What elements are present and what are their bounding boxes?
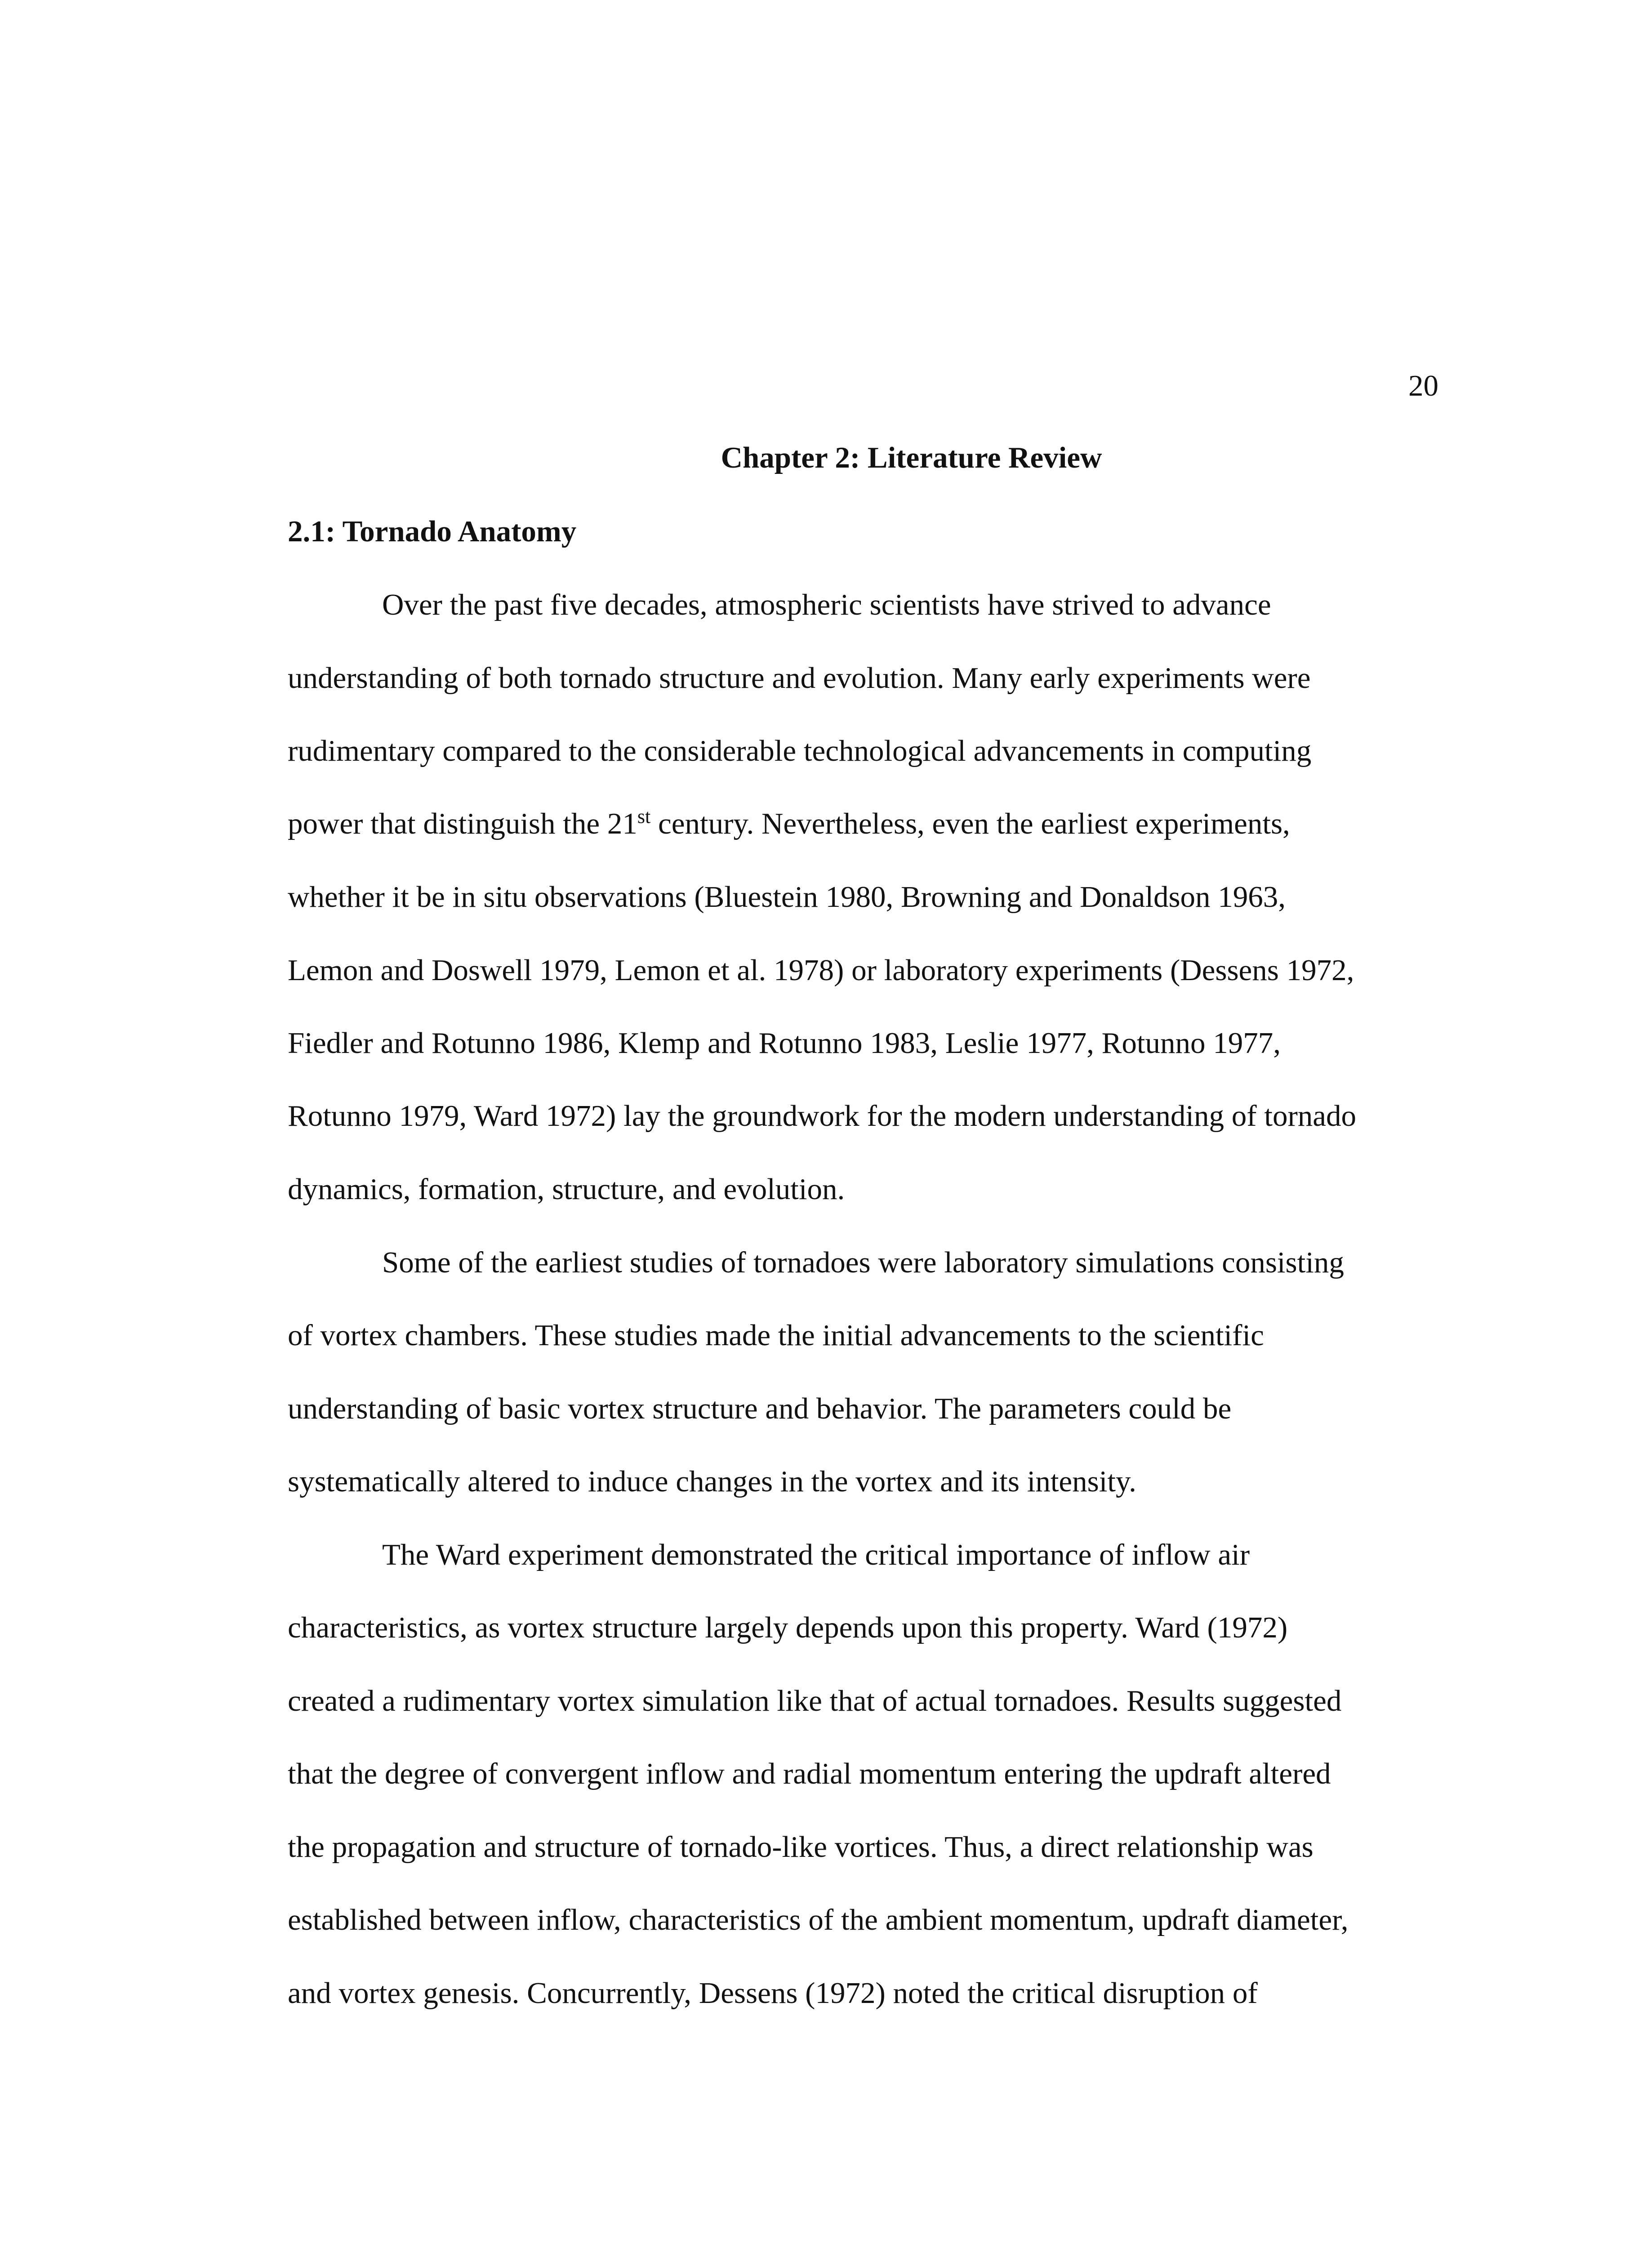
text-line: whether it be in situ observations (Bluestein 1980, Browning and Donaldson 1963, [288, 880, 1286, 914]
text-line: established between inflow, characteristics of the ambient momentum, updraft diameter, [288, 1903, 1349, 1936]
text-line: characteristics, as vortex structure largely depends upon this property. Ward (1972) [288, 1611, 1288, 1644]
chapter-title: Chapter 2: Literature Review [721, 441, 1102, 474]
section-title: 2.1: Tornado Anatomy [288, 515, 577, 548]
text-line: dynamics, formation, structure, and evolution. [288, 1173, 845, 1206]
text-line: Fiedler and Rotunno 1986, Klemp and Rotunno 1983, Leslie 1977, Rotunno 1977, [288, 1026, 1281, 1060]
page-number: 20 [1408, 369, 1438, 402]
text-line [288, 806, 1438, 842]
text-line: systematically altered to induce changes in the vortex and its intensity. [288, 1465, 1136, 1498]
text-line: rudimentary compared to the considerable technological advancements in computing [288, 734, 1312, 767]
text-line: Lemon and Doswell 1979, Lemon et al. 1978) or laboratory experiments (Dessens 1972, [288, 954, 1354, 987]
text-line: The Ward experiment demonstrated the critical importance of inflow air [382, 1538, 1250, 1571]
text-line: the propagation and structure of tornado-like vortices. Thus, a direct relationship was [288, 1830, 1314, 1864]
text-line: understanding of basic vortex structure and behavior. The parameters could be [288, 1392, 1232, 1425]
text-line: that the degree of convergent inflow and radial momentum entering the updraft altered [288, 1757, 1331, 1790]
text-line: Rotunno 1979, Ward 1972) lay the groundwork for the modern understanding of tornado [288, 1099, 1356, 1133]
ordinal-suffix: st [637, 805, 651, 828]
text-line-part: power that distinguish the 21 [288, 807, 637, 840]
text-line: Over the past five decades, atmospheric scientists have strived to advance [382, 588, 1271, 621]
text-line: of vortex chambers. These studies made the initial advancements to the scientific [288, 1319, 1264, 1352]
text-line: Some of the earliest studies of tornadoes were laboratory simulations consisting [382, 1246, 1344, 1279]
text-line: created a rudimentary vortex simulation like that of actual tornadoes. Results suggested [288, 1684, 1342, 1717]
text-line: understanding of both tornado structure and evolution. Many early experiments were [288, 661, 1311, 695]
text-line: and vortex genesis. Concurrently, Dessens (1972) noted the critical disruption of [288, 1976, 1258, 2010]
text-line-part: century. Nevertheless, even the earliest experiments, [650, 807, 1290, 840]
